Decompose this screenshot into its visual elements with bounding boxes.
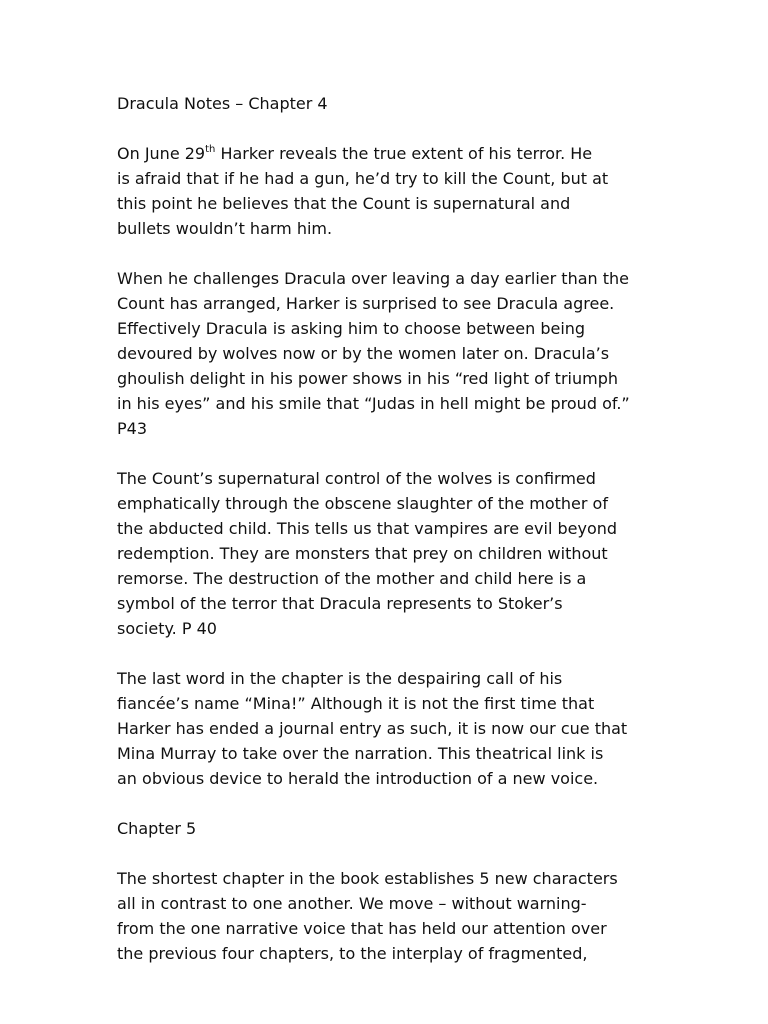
paragraph-chapter-5: The shortest chapter in the book establishes 5 new characters all in contrast to one another. We move – without warning- from the one narrative voice that has held our attention over the previous four chapters, to the interplay of fragmented, [117, 869, 618, 963]
chapter-5-heading: Chapter 5 [117, 819, 197, 838]
paragraph-june-29-rest: Harker reveals the true extent of his terror. He is afraid that if he had a gun, he’d try to kill the Count, but at this point he believes that the Count is supernatural and bullets wouldn’t harm him. [117, 144, 609, 238]
document-body [117, 91, 637, 991]
paragraph-wolves: The Count’s supernatural control of the wolves is confirmed emphatically through the obscene slaughter of the mother of the abducted child. This tells us that vampires are evil beyond redemption. They are monsters that prey on children without remorse. The destruction of the mother and child here is a symbol of the terror that Dracula represents to Stoker’s society. P 40 [117, 469, 618, 638]
paragraph-challenge: When he challenges Dracula over leaving a day earlier than the Count has arranged, Harker is surprised to see Dracula agree. Effectively Dracula is asking him to choose between being devoured by wolves now or by the women later on. Dracula’s ghoulish delight in his power shows in his “red light of triumph in his eyes” and his smile that “Judas in hell might be proud of.” P43 [117, 269, 630, 438]
ordinal-suffix: th [205, 144, 216, 155]
document-title: Dracula Notes – Chapter 4 [117, 94, 328, 113]
paragraph-june-29-start: On June 29 [117, 144, 206, 163]
paragraph-june-29 [117, 141, 637, 241]
paragraph-mina: The last word in the chapter is the despairing call of his fiancée’s name “Mina!” Although it is not the first time that Harker has ended a journal entry as such, it is now our cue that Mina Murray to take over the narration. This theatrical link is an obvious device to herald the introduction of a new voice. [117, 669, 628, 788]
